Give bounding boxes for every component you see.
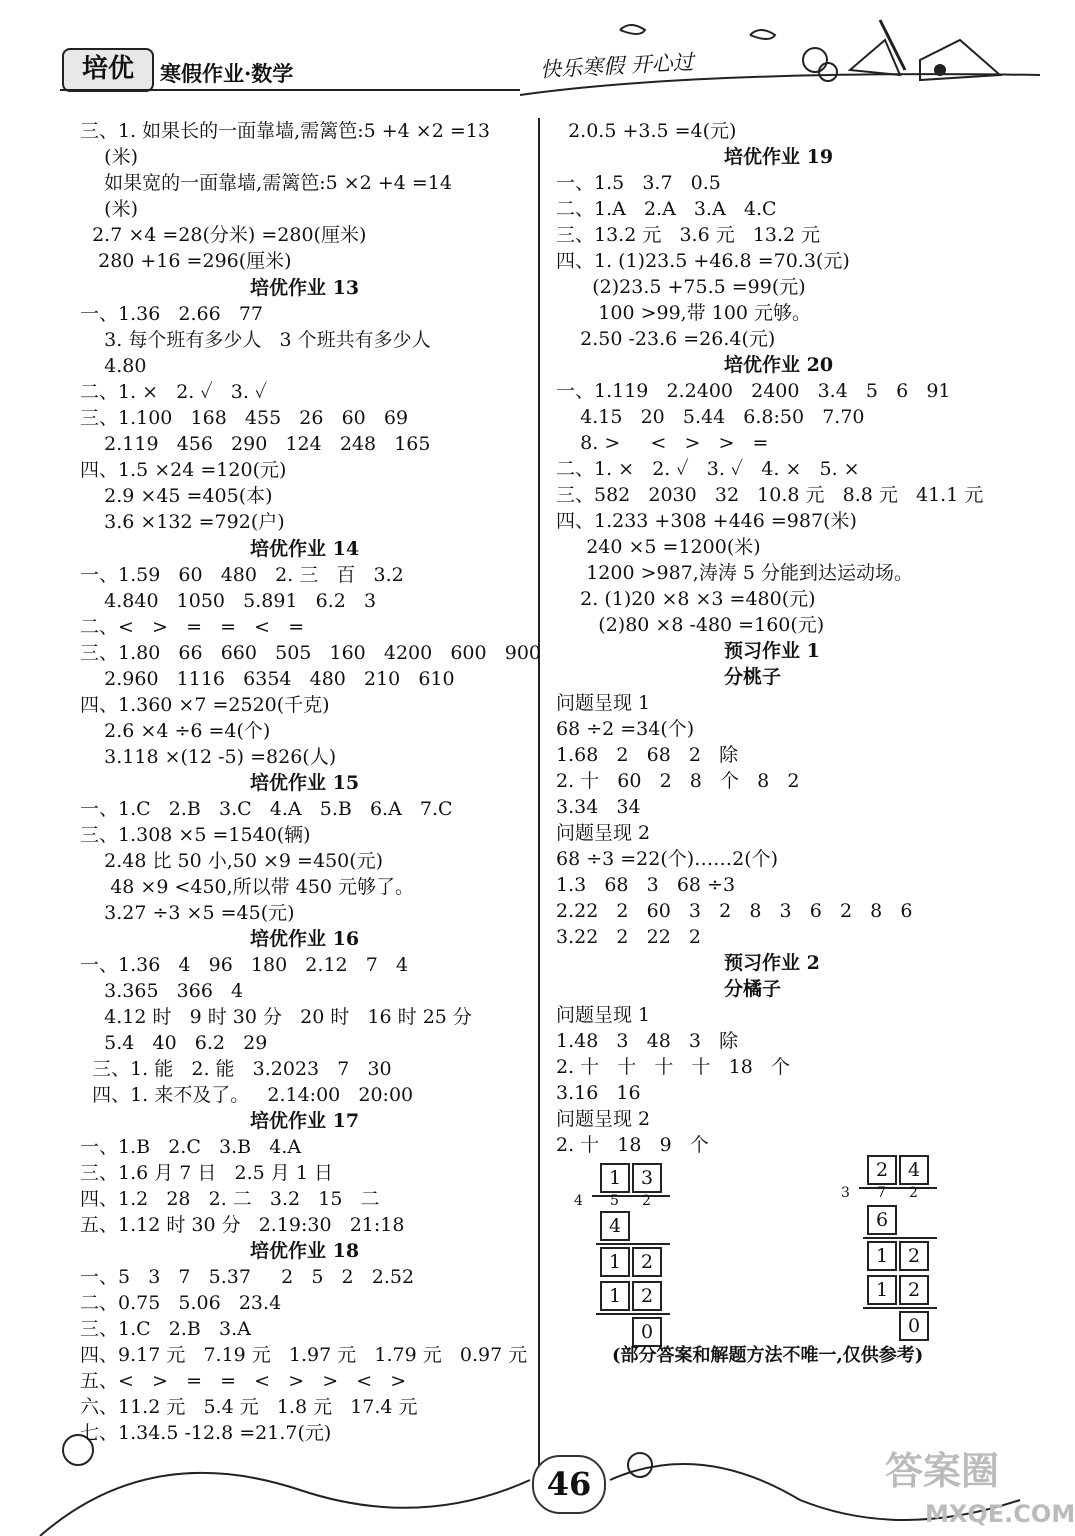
answer-line: 问题呈现 1: [556, 692, 651, 714]
remainder: 0: [632, 1317, 662, 1347]
answer-line: 5.4 40 6.2 29: [80, 1032, 268, 1054]
section-title: 分橘子: [724, 978, 782, 1000]
watermark-url: MXQE.COM: [925, 1500, 1075, 1528]
dividend-digit: 7: [877, 1185, 886, 1201]
answer-line: 2. 十 60 2 8 个 8 2: [556, 770, 800, 792]
answer-line: 3.22 2 22 2: [556, 926, 702, 948]
step-digit: 6: [867, 1205, 897, 1235]
answer-line: 1.3 68 3 68 ÷3: [556, 874, 736, 896]
section-title: 培优作业 16: [250, 928, 360, 950]
answer-line: 四、1. 来不及了。 2.14:00 20:00: [80, 1084, 414, 1106]
answer-line: 4.840 1050 5.891 6.2 3: [80, 590, 377, 612]
answer-line: 280 +16 =296(厘米): [80, 250, 292, 272]
answer-line: 1.68 2 68 2 除: [556, 744, 739, 766]
step-digit: 1: [867, 1241, 897, 1271]
dividend-digit: 2: [909, 1185, 918, 1201]
answer-line: 四、1.360 ×7 =2520(千克): [80, 694, 330, 716]
answer-line: 100 >99,带 100 元够。: [556, 302, 812, 324]
answer-line: 2.0.5 +3.5 =4(元): [556, 120, 737, 142]
answer-line: 1.48 3 48 3 除: [556, 1030, 739, 1052]
answer-line: 四、1.2 28 2. 二 3.2 15 二: [80, 1188, 380, 1210]
answer-line: 2.22 2 60 3 2 8 3 6 2 8 6: [556, 900, 913, 922]
divisor: 4: [574, 1193, 583, 1209]
answer-line: 三、1.C 2.B 3.A: [80, 1318, 251, 1340]
answer-line: 3.34 34: [556, 796, 641, 818]
section-title: 培优作业 18: [250, 1240, 360, 1262]
answer-line: 1200 >987,涛涛 5 分能到达运动场。: [556, 562, 913, 584]
answer-line: 4.12 时 9 时 30 分 20 时 16 时 25 分: [80, 1006, 472, 1028]
step-digit: 2: [899, 1241, 929, 1271]
answer-line: 3.6 ×132 =792(户): [80, 511, 285, 533]
answer-line: 如果宽的一面靠墙,需篱笆:5 ×2 +4 =14: [80, 172, 452, 194]
section-title: 培优作业 20: [724, 354, 834, 376]
answer-line: 三、1.308 ×5 =1540(辆): [80, 824, 311, 846]
answer-line: 三、13.2 元 3.6 元 13.2 元: [556, 224, 821, 246]
answer-line: 四、1. (1)23.5 +46.8 =70.3(元): [556, 250, 850, 272]
page-number: 46: [532, 1455, 606, 1514]
answer-line: 一、1.B 2.C 3.B 4.A: [80, 1136, 302, 1158]
answer-line: 五、< > = = < > > < >: [80, 1370, 407, 1392]
answer-line: 问题呈现 1: [556, 1004, 651, 1026]
quotient-digit: 2: [867, 1155, 897, 1185]
answer-line: 8. > < > > =: [556, 432, 769, 454]
series-title: 寒假作业·数学: [160, 61, 294, 86]
answer-line: 2.119 456 290 124 248 165: [80, 433, 431, 455]
section-title: 预习作业 1: [724, 640, 820, 662]
answer-line: 68 ÷2 =34(个): [556, 718, 695, 740]
answer-line: 一、1.36 2.66 77: [80, 303, 264, 325]
answer-line: 一、1.36 4 96 180 2.12 7 4: [80, 954, 409, 976]
step-digit: 1: [867, 1275, 897, 1305]
section-title: 分桃子: [724, 666, 782, 688]
step-digit: 1: [600, 1247, 630, 1277]
answer-line: 3.16 16: [556, 1082, 641, 1104]
column-divider: [538, 118, 540, 1493]
answer-line: 2.6 ×4 ÷6 =4(个): [80, 720, 271, 742]
brand-logo: 培优: [62, 48, 154, 92]
answer-line: 一、1.C 2.B 3.C 4.A 5.B 6.A 7.C: [80, 798, 453, 820]
answer-line: 2.7 ×4 =28(分米) =280(厘米): [80, 224, 367, 246]
answer-line: 2.9 ×45 =405(本): [80, 485, 273, 507]
section-title: 培优作业 13: [250, 277, 360, 299]
answer-line: 48 ×9 <450,所以带 450 元够了。: [80, 876, 415, 898]
answer-line: 三、1. 能 2. 能 3.2023 7 30: [80, 1058, 392, 1080]
quotient-digit: 1: [600, 1163, 630, 1193]
step-digit: 2: [899, 1275, 929, 1305]
section-title: 预习作业 2: [724, 952, 820, 974]
step-digit: 2: [632, 1281, 662, 1311]
section-title: 培优作业 15: [250, 772, 360, 794]
dividend-digit: 2: [642, 1193, 651, 1209]
answer-line: 三、1.80 66 660 505 160 4200 600 900: [80, 642, 541, 664]
answer-line: 一、1.59 60 480 2. 三 百 3.2: [80, 564, 404, 586]
answer-line: 2. 十 18 9 个: [556, 1134, 709, 1156]
step-digit: 4: [600, 1211, 630, 1241]
answer-line: 五、1.12 时 30 分 2.19:30 21:18: [80, 1214, 405, 1236]
answer-line: 68 ÷3 =22(个)……2(个): [556, 848, 779, 870]
answer-line: 240 ×5 =1200(米): [556, 536, 761, 558]
answer-line: 3.27 ÷3 ×5 =45(元): [80, 902, 295, 924]
step-digit: 2: [632, 1247, 662, 1277]
section-title: 培优作业 19: [724, 146, 834, 168]
answer-line: 3. 每个班有多少人 3 个班共有多少人: [80, 329, 431, 351]
answer-line: 二、1. × 2. ✓ 3. ✓: [80, 381, 268, 403]
dividend-digit: 5: [610, 1193, 619, 1209]
answer-line: 二、0.75 5.06 23.4: [80, 1292, 282, 1314]
answer-line: 四、1.5 ×24 =120(元): [80, 459, 287, 481]
answer-line: 一、1.5 3.7 0.5: [556, 172, 721, 194]
section-title: 培优作业 14: [250, 538, 360, 560]
answer-line: 七、1.34.5 -12.8 =21.7(元): [80, 1422, 332, 1444]
answer-line: 4.15 20 5.44 6.8:50 7.70: [556, 406, 865, 428]
answer-line: 4.80: [80, 355, 147, 377]
header-slogan: 快乐寒假 开心过: [539, 49, 695, 83]
footnote: (部分答案和解题方法不唯一,仅供参考): [612, 1345, 924, 1366]
answer-line: 3.118 ×(12 -5) =826(人): [80, 746, 337, 768]
answer-line: 六、11.2 元 5.4 元 1.8 元 17.4 元: [80, 1396, 418, 1418]
answer-line: 2.50 -23.6 =26.4(元): [556, 328, 776, 350]
section-title: 培优作业 17: [250, 1110, 360, 1132]
answer-line: 三、1.6 月 7 日 2.5 月 1 日: [80, 1162, 333, 1184]
quotient-digit: 4: [899, 1155, 929, 1185]
answer-line: 2. (1)20 ×8 ×3 =480(元): [556, 588, 816, 610]
answer-line: 一、1.119 2.2400 2400 3.4 5 6 91: [556, 380, 951, 402]
answer-line: 2. 十 十 十 十 18 个: [556, 1056, 790, 1078]
answer-line: (2)23.5 +75.5 =99(元): [556, 276, 806, 298]
quotient-digit: 3: [632, 1163, 662, 1193]
answer-line: 四、9.17 元 7.19 元 1.97 元 1.79 元 0.97 元: [80, 1344, 528, 1366]
answer-line: 三、1. 如果长的一面靠墙,需篱笆:5 +4 ×2 =13: [80, 120, 490, 142]
answer-line: 三、582 2030 32 10.8 元 8.8 元 41.1 元: [556, 484, 984, 506]
answer-line: (米): [80, 198, 138, 220]
answer-line: 二、1. × 2. ✓ 3. ✓ 4. × 5. ×: [556, 458, 860, 480]
answer-line: 二、1.A 2.A 3.A 4.C: [556, 198, 777, 220]
watermark-logo: 答案圈: [885, 1449, 1000, 1493]
remainder: 0: [899, 1311, 929, 1341]
answer-line: 2.48 比 50 小,50 ×9 =450(元): [80, 850, 384, 872]
answer-line: 3.365 366 4: [80, 980, 244, 1002]
answer-line: 三、1.100 168 455 26 60 69: [80, 407, 409, 429]
divisor: 3: [841, 1185, 850, 1201]
step-digit: 1: [600, 1281, 630, 1311]
answer-line: 四、1.233 +308 +446 =987(米): [556, 510, 857, 532]
answer-line: 2.960 1116 6354 480 210 610: [80, 668, 455, 690]
answer-line: (米): [80, 146, 138, 168]
answer-line: 一、5 3 7 5.37 2 5 2 2.52: [80, 1266, 415, 1288]
answer-line: (2)80 ×8 -480 =160(元): [556, 614, 825, 636]
answer-line: 问题呈现 2: [556, 822, 651, 844]
answer-line: 二、< > = = < =: [80, 616, 305, 638]
answer-line: 问题呈现 2: [556, 1108, 651, 1130]
